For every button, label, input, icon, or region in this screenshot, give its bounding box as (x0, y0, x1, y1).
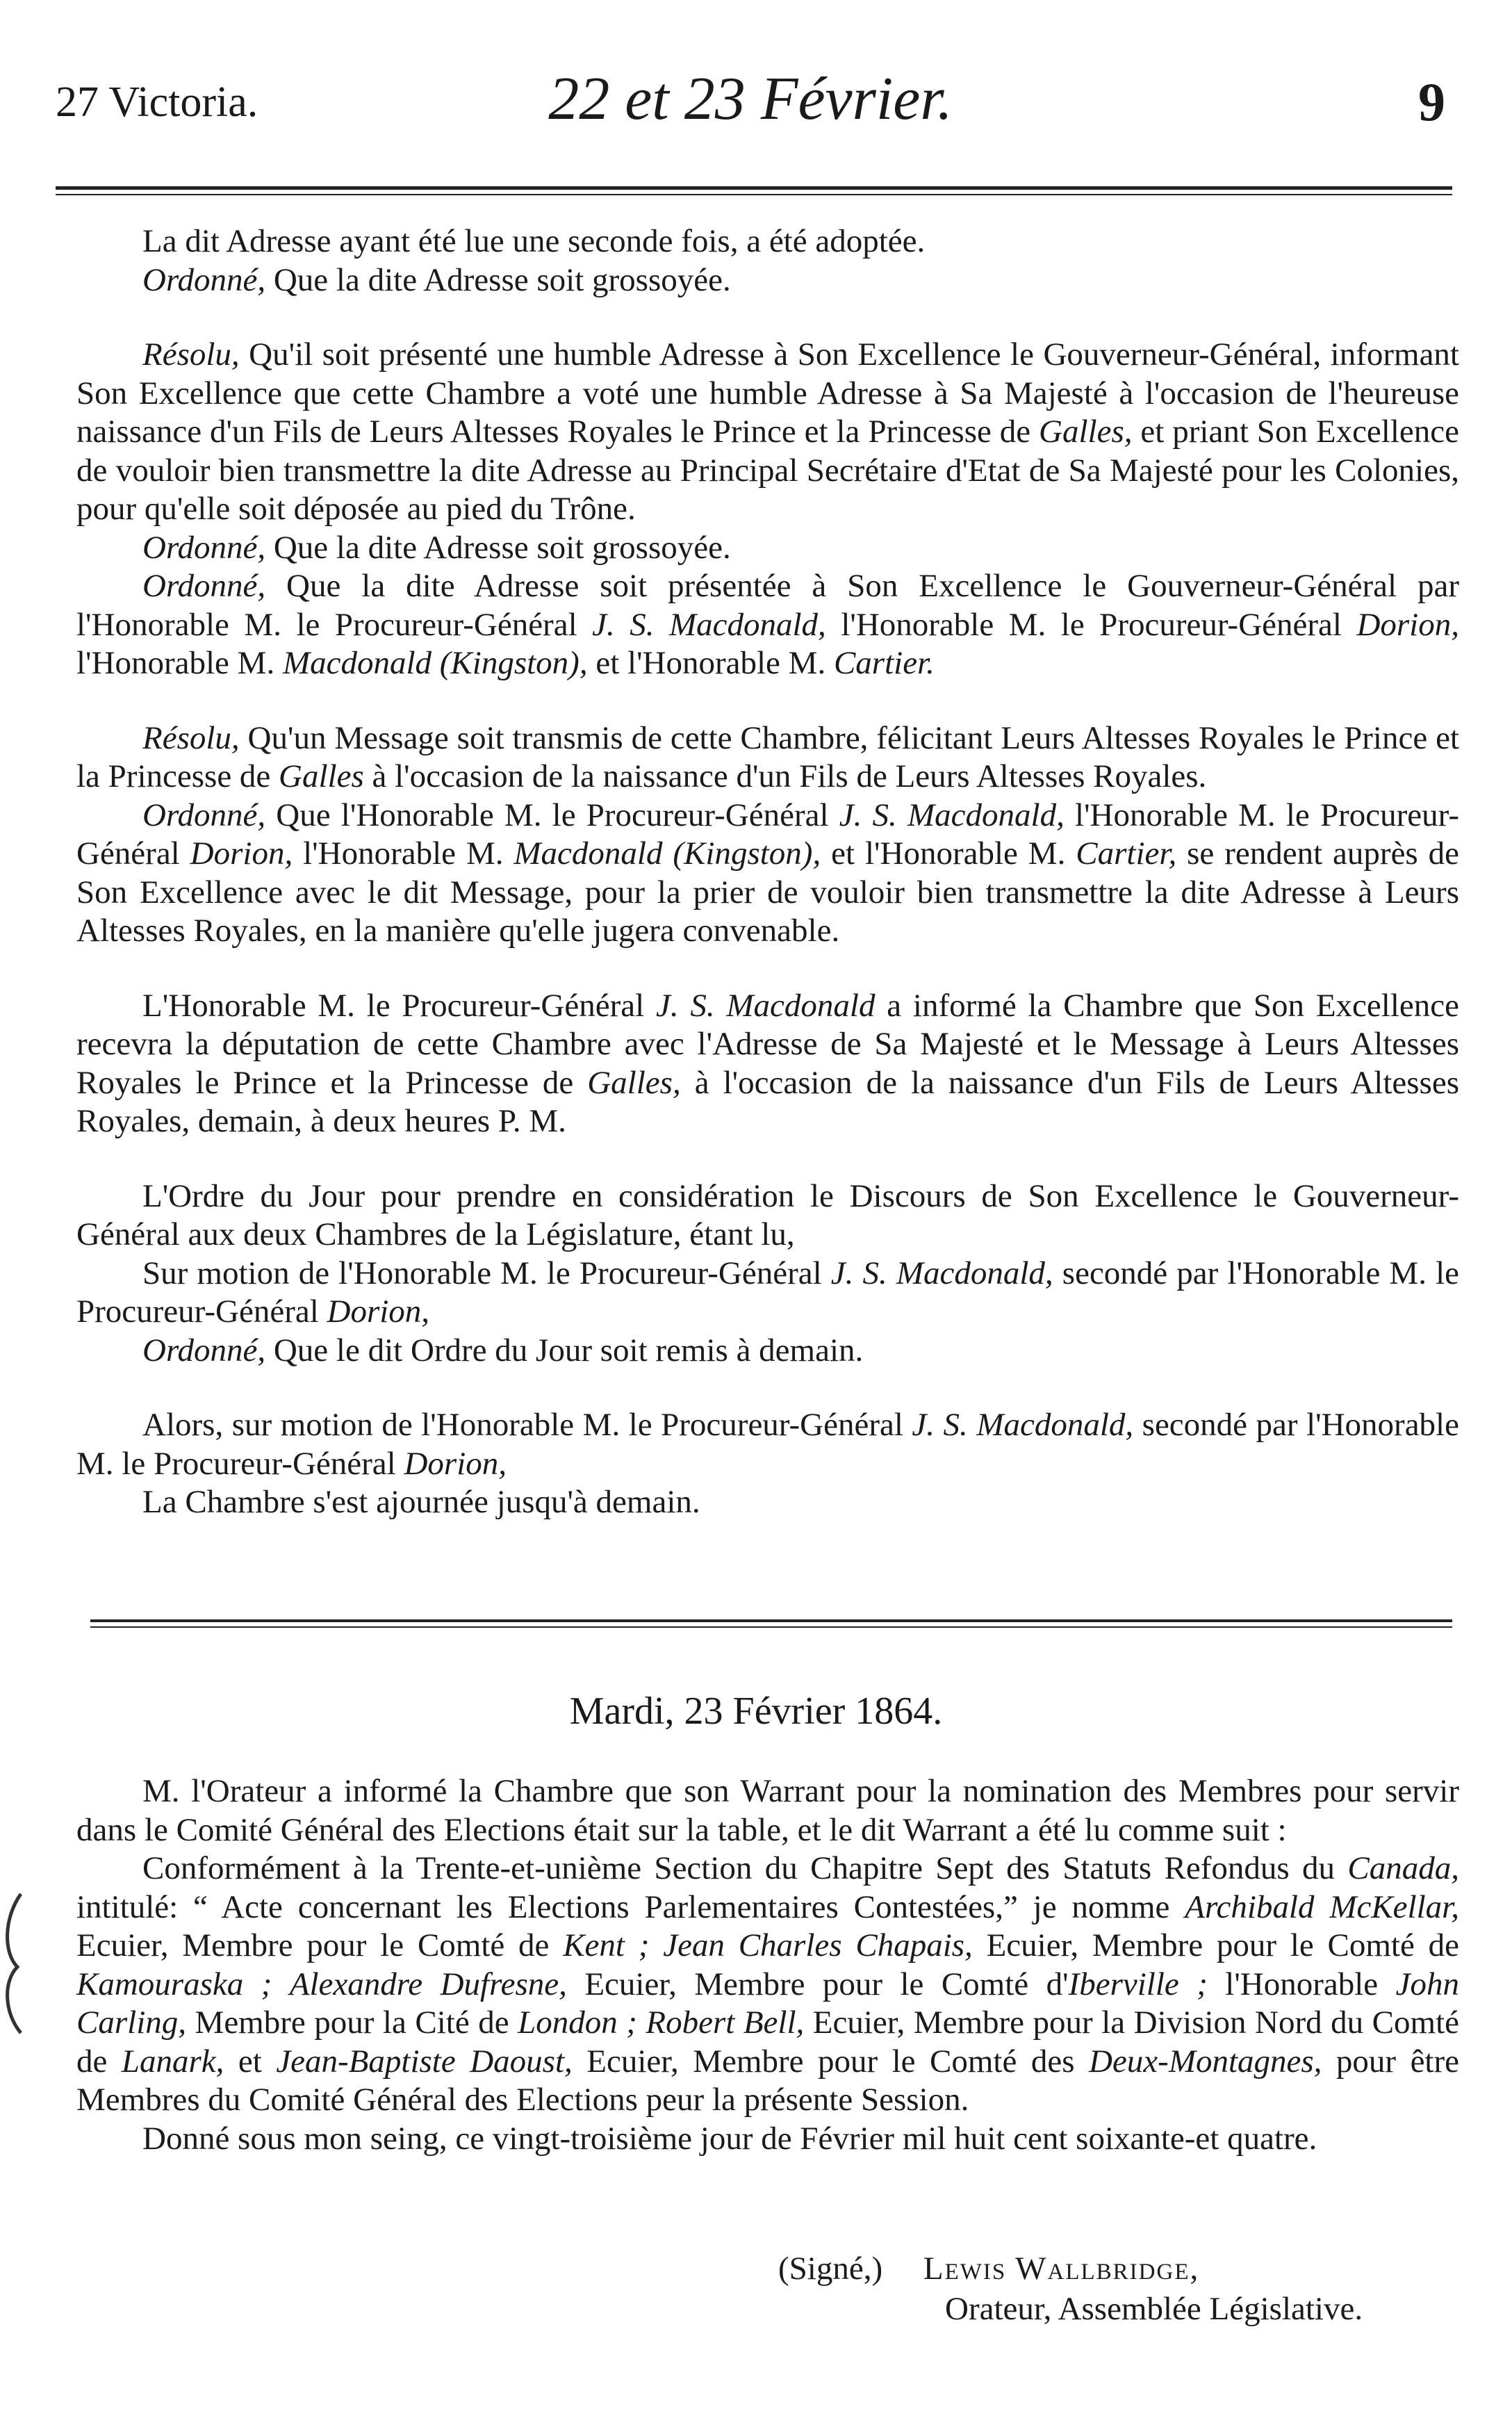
paragraph: La Chambre s'est ajournée jusqu'à demain. (142, 1484, 700, 1520)
signed-label: (Signé,) (778, 2250, 883, 2287)
paragraph: Sur motion de l'Honorable M. le Procureur-Général J. S. Macdonald, secondé par l'Honorable M. le Procureur-Général Dorion, (76, 1255, 1459, 1330)
paragraph: Résolu, Qu'un Message soit transmis de cette Chambre, félicitant Leurs Altesses Royales le Prince et la Princesse de Galles à l'occasion de la naissance d'un Fils de Leurs Altesses Royales. (76, 719, 1459, 794)
paragraph: L'Honorable M. le Procureur-Général J. S. Macdonald a informé la Chambre que Son Excellence recevra la députation de cette Chambre avec l'Adresse de Sa Majesté et le Message à Leurs Altesses Royales le Prince et la Princesse de Galles, à l'occasion de la naissance d'un Fils de Leurs Altesses Royales, demain, à deux heures P. M. (76, 987, 1459, 1139)
paragraph: Donné sous mon seing, ce vingt-troisième jour de Février mil huit cent soixante-et quatre. (142, 2120, 1317, 2157)
paragraph: Ordonné, Que le dit Ordre du Jour soit remis à demain. (142, 1332, 864, 1369)
header-rule (56, 186, 1452, 195)
paragraph: L'Ordre du Jour pour prendre en considération le Discours de Son Excellence le Gouverneur-Général aux deux Chambres de la Législature, étant lu, (76, 1177, 1459, 1252)
paragraph: Ordonné, Que l'Honorable M. le Procureur-Général J. S. Macdonald, l'Honorable M. le Procureur-Général Dorion, l'Honorable M. Macdonald (Kingston), et l'Honorable M. Cartier, se rendent auprès de Son Excellence avec le dit Message, pour la prier de vouloir bien transmettre la dite Adresse à Leurs Altesses Royales, en la manière qu'elle jugera convenable. (76, 797, 1460, 949)
paragraph: Ordonné, Que la dite Adresse soit présentée à Son Excellence le Gouverneur-Général par l'Honorable M. le Procureur-Général J. S. Macdonald, l'Honorable M. le Procureur-Général Dorion, l'Honorable M. Macdonald (Kingston), et l'Honorable M. Cartier. (76, 568, 1459, 681)
section-divider (90, 1619, 1452, 1628)
signer-name: Lewis Wallbridge, (923, 2250, 1200, 2287)
paragraph: La dit Adresse ayant été lue une seconde fois, a été adoptée. (142, 223, 926, 259)
proceedings-feb-22 (76, 222, 1459, 1522)
signer-title: Orateur, Assemblée Législative. (945, 2291, 1363, 2327)
margin-bracket-mark (0, 1890, 28, 2036)
paragraph: Ordonné, Que la dite Adresse soit grossoyée. (142, 529, 731, 566)
proceedings-feb-23 (76, 1772, 1459, 2158)
section-title: Mardi, 23 Février 1864. (569, 1690, 943, 1733)
page-header (56, 64, 1445, 140)
paragraph: Ordonné, Que la dite Adresse soit grossoyée. (142, 261, 731, 298)
paragraph: Alors, sur motion de l'Honorable M. le Procureur-Général J. S. Macdonald, secondé par l'Honorable M. le Procureur-Général Dorion, (76, 1407, 1459, 1482)
warrant-paragraph: Conformément à la Trente-et-unième Section du Chapitre Sept des Statuts Refondus du Canada, intitulé: “ Acte concernant les Elections Parlementaires Contestées,” je nomme Archibald McKellar, Ecuier, Membre pour le Comté de Kent ; Jean Charles Chapais, Ecuier, Membre pour le Comté de Kamouraska ; Alexandre Dufresne, Ecuier, Membre pour le Comté d'Iberville ; l'Honorable John Carling, Membre pour la Cité de London ; Robert Bell, Ecuier, Membre pour la Division Nord du Comté de Lanark, et Jean-Baptiste Daoust, Ecuier, Membre pour le Comté des Deux-Montagnes, pour être Membres du Comité Général des Elections peur la présente Session. (76, 1850, 1460, 2118)
page-number: 9 (1418, 72, 1445, 132)
header-date: 22 et 23 Février. (548, 65, 953, 133)
paragraph: M. l'Orateur a informé la Chambre que son Warrant pour la nomination des Membres pour servir dans le Comité Général des Elections était sur la table, et le dit Warrant a été lu comme suit : (76, 1773, 1459, 1848)
paragraph: Résolu, Qu'il soit présenté une humble Adresse à Son Excellence le Gouverneur-Général, informant Son Excellence que cette Chambre a voté une humble Adresse à Sa Majesté à l'occasion de l'heureuse naissance d'un Fils de Leurs Altesses Royales le Prince et la Princesse de Galles, et priant Son Excellence de vouloir bien transmettre la dite Adresse au Principal Secrétaire d'Etat de Sa Majesté pour les Colonies, pour qu'elle soit déposée au pied du Trône. (76, 336, 1459, 527)
header-session: 27 Victoria. (56, 79, 258, 126)
signature-block (778, 2248, 1459, 2329)
